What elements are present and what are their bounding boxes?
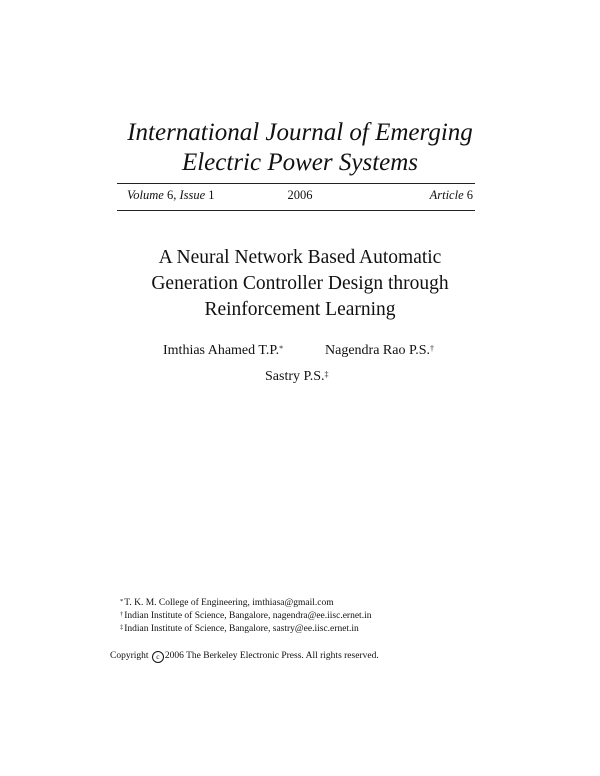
copyright-notice: Copyright c 2006 The Berkeley Electronic Press. All rights reserved.	[110, 651, 379, 661]
journal-title-line-1: International Journal of Emerging	[127, 119, 473, 146]
author-3: Sastry P.S.‡	[265, 369, 329, 384]
footnote-3: ‡Indian Institute of Science, Bangalore, sastry@ee.iisc.ernet.in	[120, 624, 359, 634]
author-2: Nagendra Rao P.S.†	[325, 343, 434, 358]
journal-title	[0, 118, 600, 178]
paper-title-line-2: Generation Controller Design through	[151, 273, 449, 294]
author-1: Imthias Ahamed T.P.*	[163, 343, 284, 358]
paper-title	[0, 245, 600, 323]
footnote-1: *T. K. M. College of Engineering, imthiasa@gmail.com	[120, 598, 334, 608]
header-rule-top	[117, 183, 475, 184]
article-number: Article 6	[429, 188, 473, 202]
affiliation-footnotes	[120, 597, 371, 636]
copyright-icon: c	[152, 651, 164, 663]
publication-year: 2006	[287, 188, 313, 202]
paper-title-line-3: Reinforcement Learning	[204, 299, 396, 320]
volume-issue: Volume 6, Issue 1	[127, 188, 215, 202]
header-rule-bottom	[117, 210, 475, 211]
journal-title-line-2: Electric Power Systems	[181, 149, 419, 176]
footnote-2: †Indian Institute of Science, Bangalore, nagendra@ee.iisc.ernet.in	[120, 611, 372, 621]
paper-title-line-1: A Neural Network Based Automatic	[158, 247, 442, 268]
